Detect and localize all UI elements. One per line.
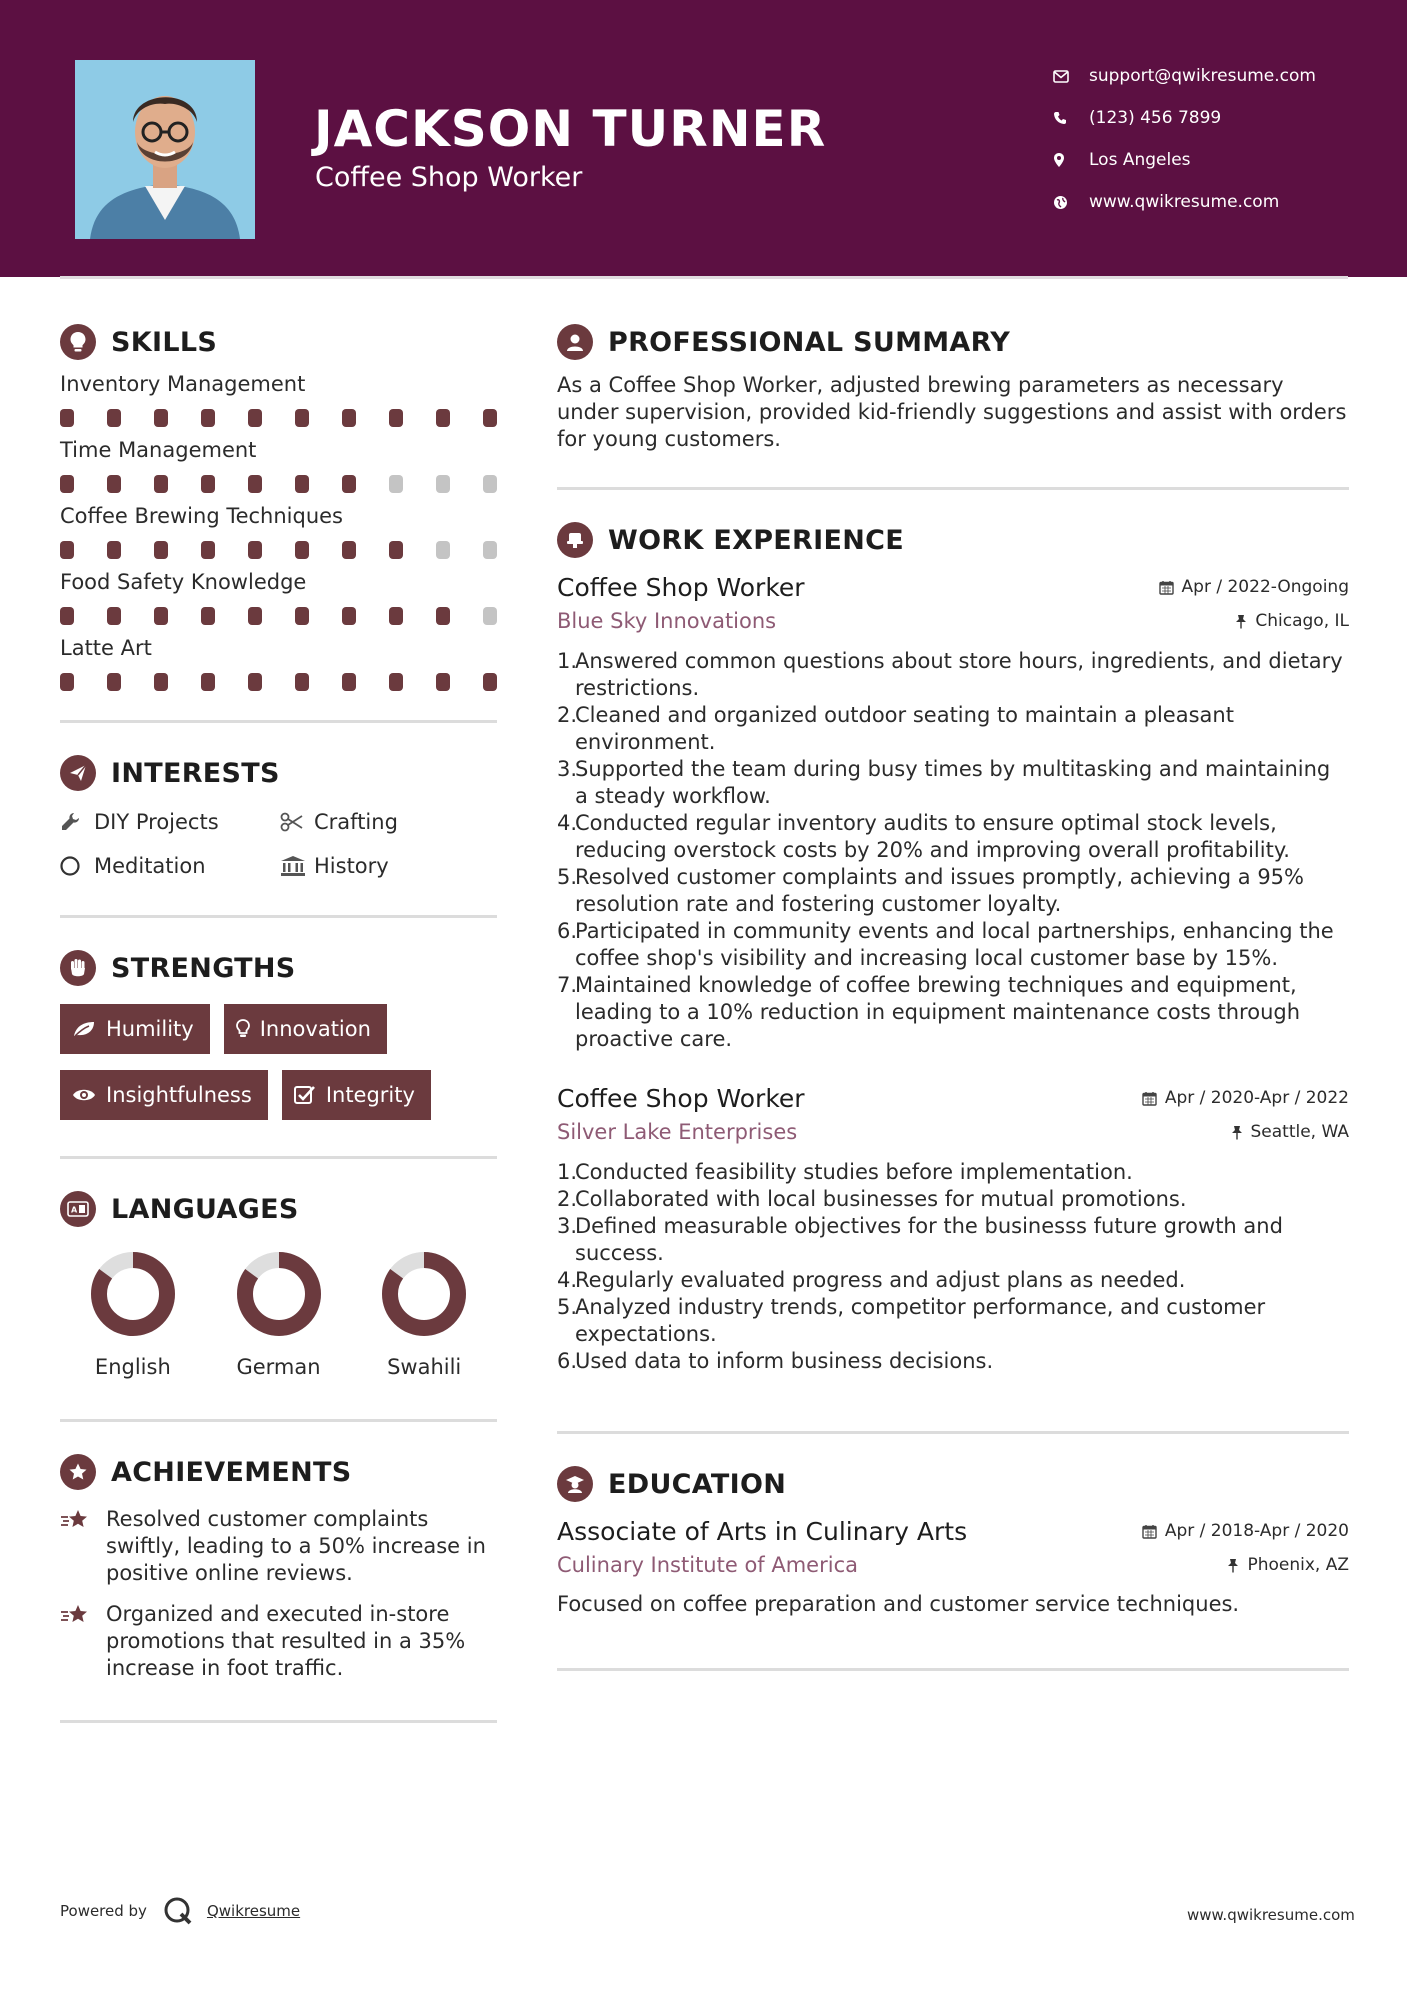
- contact-email-text: support@qwikresume.com: [1089, 66, 1316, 86]
- skill-dot: [248, 541, 262, 559]
- skill-dot: [248, 673, 262, 691]
- skill-dot: [248, 607, 262, 625]
- job-bullet: [557, 1159, 1349, 1186]
- achievement-text: Resolved customer complaints swiftly, leading to a 50% increase in positive online reviews.: [106, 1507, 486, 1585]
- job-entry: [557, 570, 1349, 1053]
- calendar-icon: [1142, 1091, 1157, 1106]
- calendar-icon: [1159, 580, 1174, 595]
- skill-dot: [295, 541, 309, 559]
- interests-heading: [60, 753, 497, 793]
- degree-name: Associate of Arts in Culinary Arts: [557, 1516, 968, 1546]
- footer-website[interactable]: www.qwikresume.com: [1187, 1906, 1355, 1924]
- skill-dot: [389, 475, 403, 493]
- interest-label: DIY Projects: [94, 810, 219, 834]
- interest-item: [280, 807, 497, 837]
- skill-dot: [201, 475, 215, 493]
- briefcase-icon: [557, 522, 593, 558]
- section-divider: [60, 915, 497, 918]
- education-description: Focused on coffee preparation and customer service techniques.: [557, 1592, 1240, 1616]
- skill-dot: [107, 475, 121, 493]
- skill-dot: [295, 607, 309, 625]
- job-location: [1231, 1122, 1350, 1142]
- skill-dot: [483, 409, 497, 427]
- bullet-number: 3.: [557, 757, 578, 781]
- summary-title: PROFESSIONAL SUMMARY: [608, 326, 1011, 358]
- phone-icon: [1053, 111, 1089, 125]
- profile-photo: [75, 60, 255, 239]
- bullet-text: Answered common questions about store hours, ingredients, and dietary restrictions.: [575, 649, 1343, 700]
- bullet-number: 1.: [557, 1160, 578, 1184]
- language-ring: [381, 1251, 467, 1337]
- skill-dot: [154, 541, 168, 559]
- skill-dot: [60, 673, 74, 691]
- skill-dot: [107, 673, 121, 691]
- checkbox-icon: [294, 1085, 316, 1105]
- skill-name: Latte Art: [60, 636, 152, 660]
- achievement-item: [60, 1601, 497, 1682]
- strength-label: Innovation: [259, 1017, 371, 1041]
- language-icon: [60, 1191, 96, 1227]
- contact-phone-text: (123) 456 7899: [1089, 108, 1222, 128]
- skill-rating: [60, 474, 497, 494]
- skill-dot: [389, 541, 403, 559]
- skill-dot: [107, 409, 121, 427]
- section-divider: [60, 1419, 497, 1422]
- bullet-text: Used data to inform business decisions.: [575, 1349, 994, 1373]
- circle-icon: [60, 855, 94, 877]
- skill-dot: [342, 541, 356, 559]
- skill-dot: [248, 409, 262, 427]
- powered-by-text: Powered by: [60, 1902, 147, 1920]
- contact-block: [1053, 55, 1316, 223]
- map-pin-icon: [1053, 152, 1089, 168]
- language-name: German: [236, 1355, 321, 1379]
- interest-label: Meditation: [94, 854, 206, 878]
- job-date: [1142, 1088, 1349, 1108]
- bullet-number: 7.: [557, 973, 578, 997]
- star-speed-icon: [60, 1506, 106, 1587]
- skill-dot: [201, 673, 215, 691]
- bullet-number: 2.: [557, 703, 578, 727]
- skill-dot: [201, 409, 215, 427]
- candidate-title: Coffee Shop Worker: [315, 162, 583, 193]
- skills-heading: [60, 322, 497, 362]
- skill-name: Inventory Management: [60, 372, 306, 396]
- company-name: Silver Lake Enterprises: [557, 1120, 798, 1144]
- bullet-text: Defined measurable objectives for the businesss future growth and success.: [575, 1214, 1283, 1265]
- bullet-text: Supported the team during busy times by multitasking and maintaining a steady workflow.: [575, 757, 1331, 808]
- interest-label: History: [314, 854, 389, 878]
- strengths-list: [60, 1004, 497, 1120]
- interest-item: [60, 807, 280, 837]
- skill-dot: [107, 541, 121, 559]
- achievements-title: ACHIEVEMENTS: [111, 1456, 352, 1488]
- company-name: Blue Sky Innovations: [557, 609, 777, 633]
- pushpin-icon: [1227, 1558, 1239, 1573]
- contact-location: [1053, 139, 1316, 181]
- job-date: [1159, 577, 1349, 597]
- left-column: [60, 322, 497, 1723]
- pushpin-icon: [1231, 1125, 1243, 1140]
- skill-name: Food Safety Knowledge: [60, 570, 307, 594]
- skill-rating: [60, 540, 497, 560]
- job-bullet: [557, 810, 1349, 864]
- strength-tag: [60, 1070, 268, 1120]
- bullet-number: 4.: [557, 811, 578, 835]
- interest-item: [280, 851, 497, 881]
- bullet-number: 5.: [557, 1295, 578, 1319]
- bullet-text: Collaborated with local businesses for mutual promotions.: [575, 1187, 1187, 1211]
- skill-dot: [154, 409, 168, 427]
- education-title: EDUCATION: [608, 1468, 787, 1500]
- right-column: [557, 322, 1349, 1671]
- section-divider: [557, 1668, 1349, 1671]
- languages-heading: [60, 1189, 497, 1229]
- museum-icon: [280, 855, 314, 877]
- strength-label: Integrity: [325, 1083, 415, 1107]
- language-item: [351, 1251, 497, 1379]
- section-divider: [60, 1720, 497, 1723]
- job-bullet: [557, 648, 1349, 702]
- contact-website-text: www.qwikresume.com: [1089, 192, 1280, 212]
- skill-dot: [154, 475, 168, 493]
- strength-label: Insightfulness: [106, 1083, 252, 1107]
- skill-rating: [60, 408, 497, 428]
- job-bullet: [557, 1186, 1349, 1213]
- job-title: Coffee Shop Worker: [557, 572, 805, 602]
- bullet-number: 6.: [557, 919, 578, 943]
- qwikresume-logo-icon: [163, 1896, 193, 1926]
- job-bullet: [557, 1213, 1349, 1267]
- achievements-heading: [60, 1452, 497, 1492]
- skill-rating: [60, 672, 497, 692]
- education-date: [1142, 1521, 1349, 1541]
- contact-website[interactable]: [1053, 181, 1316, 223]
- skill-dot: [483, 541, 497, 559]
- star-badge-icon: [60, 1454, 96, 1490]
- bullet-number: 3.: [557, 1214, 578, 1238]
- skill-dot: [60, 475, 74, 493]
- language-name: English: [94, 1355, 171, 1379]
- job-location-text: Seattle, WA: [1250, 1122, 1349, 1142]
- skill-name: Coffee Brewing Techniques: [60, 504, 343, 528]
- footer-powered-by: [60, 1896, 300, 1926]
- candidate-name: JACKSON TURNER: [314, 100, 827, 158]
- languages-list: [60, 1251, 497, 1379]
- bullet-text: Analyzed industry trends, competitor performance, and customer expectations.: [575, 1295, 1266, 1346]
- lightbulb-icon: [60, 324, 96, 360]
- job-bullet: [557, 756, 1349, 810]
- bullet-text: Conducted feasibility studies before implementation.: [575, 1160, 1133, 1184]
- job-bullet: [557, 702, 1349, 756]
- job-bullet: [557, 1294, 1349, 1348]
- strength-tag: [224, 1004, 387, 1054]
- bullet-text: Resolved customer complaints and issues promptly, achieving a 95% resolution rate and fostering customer loyalty.: [575, 865, 1304, 916]
- experience-heading: [557, 520, 1349, 560]
- raised-fist-icon: [60, 950, 96, 986]
- language-ring: [90, 1251, 176, 1337]
- bullet-text: Maintained knowledge of coffee brewing techniques and equipment, leading to a 10% reduction in equipment maintenance costs through proactive care.: [575, 973, 1301, 1051]
- job-bullets: [557, 1159, 1349, 1375]
- skill-dot: [154, 673, 168, 691]
- job-bullet: [557, 972, 1349, 1053]
- skill-dot: [248, 475, 262, 493]
- job-entry: [557, 1081, 1349, 1375]
- globe-icon: [1053, 195, 1089, 210]
- skill-dot: [295, 673, 309, 691]
- bullet-number: 5.: [557, 865, 578, 889]
- bullet-text: Participated in community events and local partnerships, enhancing the coffee shop's visibility and increasing local customer base by 15%.: [575, 919, 1334, 970]
- skill-dot: [60, 607, 74, 625]
- bullet-number: 6.: [557, 1349, 578, 1373]
- languages-title: LANGUAGES: [111, 1193, 299, 1225]
- skill-dot: [483, 475, 497, 493]
- skill-dot: [107, 607, 121, 625]
- skill-name: Time Management: [60, 438, 257, 462]
- job-bullet: [557, 1348, 1349, 1375]
- bullet-text: Regularly evaluated progress and adjust plans as needed.: [575, 1268, 1186, 1292]
- lightbulb-icon: [236, 1019, 250, 1039]
- job-location-text: Chicago, IL: [1255, 611, 1349, 631]
- achievement-text: Organized and executed in-store promotions that resulted in a 35% increase in foot traffic.: [106, 1602, 466, 1680]
- language-item: [206, 1251, 352, 1379]
- skill-dot: [436, 673, 450, 691]
- skill-dot: [342, 475, 356, 493]
- bullet-number: 4.: [557, 1268, 578, 1292]
- strengths-heading: [60, 948, 497, 988]
- section-divider: [60, 1156, 497, 1159]
- section-divider: [557, 1431, 1349, 1434]
- experience-title: WORK EXPERIENCE: [608, 524, 904, 556]
- job-title: Coffee Shop Worker: [557, 1083, 805, 1113]
- job-bullet: [557, 1267, 1349, 1294]
- skill-dot: [483, 673, 497, 691]
- contact-location-text: Los Angeles: [1089, 150, 1191, 170]
- achievements-list: [60, 1506, 497, 1682]
- language-name: Swahili: [387, 1355, 462, 1379]
- svg-text:A: A: [71, 1205, 78, 1215]
- skill-dot: [60, 409, 74, 427]
- leaf-icon: [72, 1020, 96, 1038]
- bullet-text: Cleaned and organized outdoor seating to maintain a pleasant environment.: [575, 703, 1234, 754]
- language-ring: [236, 1251, 322, 1337]
- skills-list: [60, 372, 497, 692]
- header-divider: [60, 276, 1348, 279]
- job-bullet: [557, 864, 1349, 918]
- skill-dot: [201, 541, 215, 559]
- strengths-title: STRENGTHS: [111, 952, 296, 984]
- interest-label: Crafting: [314, 810, 398, 834]
- job-date-text: Apr / 2022-Ongoing: [1181, 577, 1349, 597]
- interests-list: [60, 807, 497, 881]
- section-divider: [557, 487, 1349, 490]
- skill-dot: [436, 607, 450, 625]
- skill-rating: [60, 606, 497, 626]
- strength-tag: [60, 1004, 210, 1054]
- star-speed-icon: [60, 1601, 106, 1682]
- qwikresume-link[interactable]: Qwikresume: [206, 1902, 301, 1920]
- skill-dot: [389, 607, 403, 625]
- skill-dot: [436, 541, 450, 559]
- scissors-icon: [280, 812, 314, 832]
- eye-icon: [72, 1087, 96, 1103]
- school-name: Culinary Institute of America: [557, 1553, 858, 1577]
- resume-header: [0, 0, 1407, 277]
- skill-dot: [483, 607, 497, 625]
- skill-dot: [295, 409, 309, 427]
- skill-dot: [389, 673, 403, 691]
- education-heading: [557, 1464, 1349, 1504]
- skill-dot: [389, 409, 403, 427]
- education-location: [1227, 1555, 1349, 1575]
- bullet-text: Conducted regular inventory audits to ensure optimal stock levels, reducing overstock costs by 20% and improving overall profitability.: [575, 811, 1290, 862]
- job-date-text: Apr / 2020-Apr / 2022: [1164, 1088, 1349, 1108]
- jobs-list: [557, 570, 1349, 1375]
- education-location-text: Phoenix, AZ: [1247, 1555, 1349, 1575]
- skill-dot: [342, 607, 356, 625]
- education-date-text: Apr / 2018-Apr / 2020: [1164, 1521, 1349, 1541]
- graduate-icon: [557, 1466, 593, 1502]
- skill-dot: [436, 409, 450, 427]
- summary-text: As a Coffee Shop Worker, adjusted brewing parameters as necessary under supervision, provided kid-friendly suggestions and assist with orders for young customers.: [557, 373, 1347, 451]
- section-divider: [60, 720, 497, 723]
- wrench-icon: [60, 811, 94, 833]
- language-item: [60, 1251, 206, 1379]
- job-location: [1235, 611, 1349, 631]
- skill-dot: [295, 475, 309, 493]
- skill-dot: [201, 607, 215, 625]
- paper-plane-icon: [60, 755, 96, 791]
- skill-dot: [60, 541, 74, 559]
- pushpin-icon: [1235, 614, 1247, 629]
- education-entry: [557, 1514, 1349, 1616]
- contact-email[interactable]: [1053, 55, 1316, 97]
- calendar-icon: [1142, 1524, 1157, 1539]
- user-icon: [557, 324, 593, 360]
- skill-dot: [436, 475, 450, 493]
- job-bullets: [557, 648, 1349, 1053]
- skill-dot: [342, 673, 356, 691]
- skills-title: SKILLS: [111, 326, 218, 358]
- contact-phone[interactable]: [1053, 97, 1316, 139]
- job-bullet: [557, 918, 1349, 972]
- skill-dot: [342, 409, 356, 427]
- skill-dot: [154, 607, 168, 625]
- bullet-number: 1.: [557, 649, 578, 673]
- envelope-icon: [1053, 70, 1089, 83]
- interests-title: INTERESTS: [111, 757, 280, 789]
- interest-item: [60, 851, 280, 881]
- summary-heading: [557, 322, 1349, 362]
- bullet-number: 2.: [557, 1187, 578, 1211]
- strength-tag: [282, 1070, 431, 1120]
- achievement-item: [60, 1506, 497, 1587]
- strength-label: Humility: [106, 1017, 194, 1041]
